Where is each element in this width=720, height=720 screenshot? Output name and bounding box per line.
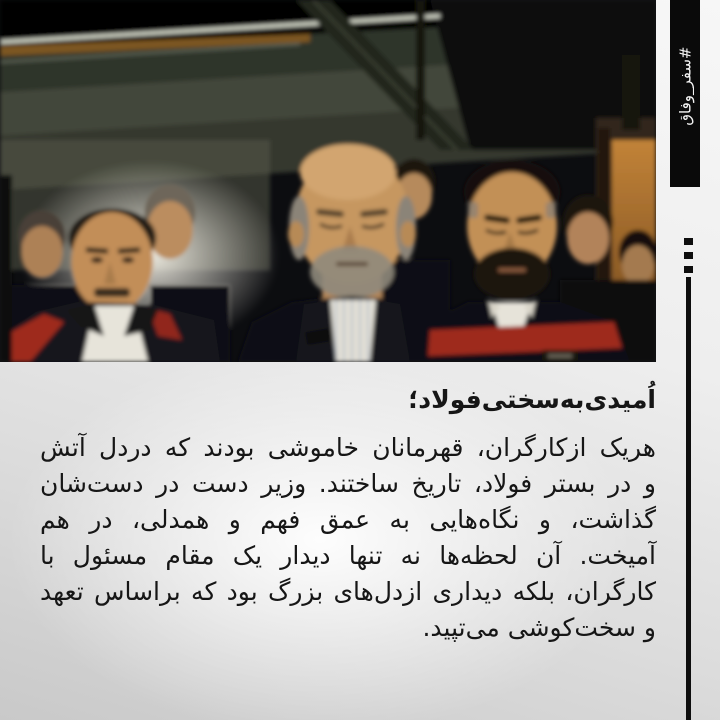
vertical-rule [686, 277, 691, 720]
body-line: و سخت‌کوشی می‌تپید. [422, 613, 656, 642]
body-line: آمیخت. آن لحظه‌ها نه تنها دیدار یک مقام مسئول با [40, 541, 656, 570]
hashtag-bar [670, 0, 700, 187]
post-body [40, 430, 656, 646]
post-title: اُمیدی‌به‌سختی‌فولاد؛ [408, 385, 656, 414]
factory-photo [0, 0, 656, 362]
body-line: هریک ازکارگران، قهرمانان خاموشی بودند که دردل آتش [40, 433, 656, 462]
body-line: گذاشت، و نگاه‌هایی به عمق فهم و همدلی، در هم [40, 505, 656, 534]
body-line: و در بستر فولاد، تاریخ ساختند. وزیر دست در دست‌شان [40, 469, 656, 498]
photo-illustration [0, 0, 656, 362]
dot [684, 266, 693, 273]
caption-block [40, 382, 656, 646]
body-line: کارگران، بلکه دیداری ازدل‌های بزرگ بود که براساس تعهد [40, 577, 656, 606]
dot [684, 252, 693, 259]
hashtag-text: #سفر_وفاق [676, 46, 694, 126]
dot [684, 238, 693, 245]
